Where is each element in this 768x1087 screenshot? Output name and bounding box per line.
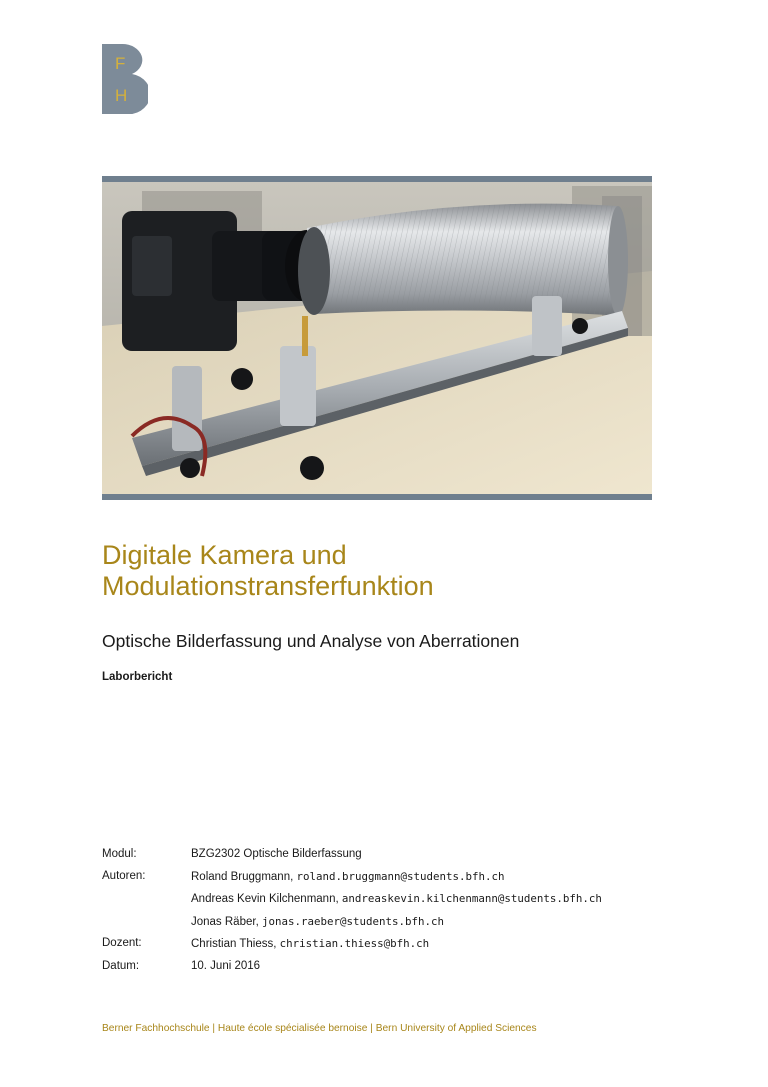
cover-photo	[102, 176, 652, 500]
meta-row-dozent	[102, 933, 602, 956]
meta-row-modul	[102, 844, 602, 866]
author-2	[191, 888, 602, 911]
logo-letter-h: H	[115, 86, 128, 105]
meta-row-datum	[102, 956, 602, 978]
meta-label-datum: Datum:	[102, 959, 140, 972]
dozent-name: Christian Thiess,	[191, 938, 277, 951]
dozent-email[interactable]: christian.thiess@bfh.ch	[279, 937, 430, 951]
meta-row-autoren	[102, 866, 602, 934]
meta-value-modul: BZG2302 Optische Bilderfassung	[191, 848, 362, 860]
author-email[interactable]: jonas.raeber@students.bfh.ch	[261, 914, 444, 928]
author-name: Jonas Räber,	[191, 915, 259, 928]
author-email[interactable]: andreaskevin.kilchenmann@students.bfh.ch	[341, 892, 602, 906]
metadata-table	[102, 844, 602, 978]
author-name: Roland Bruggmann,	[191, 870, 294, 883]
author-3	[191, 911, 602, 934]
title-line-1: Digitale Kamera und	[102, 540, 347, 570]
author-name: Andreas Kevin Kilchenmann,	[191, 893, 339, 906]
author-1	[191, 866, 602, 889]
meta-label-dozent: Dozent:	[102, 937, 142, 950]
document-subtitle: Optische Bilderfassung und Analyse von Aberrationen	[102, 631, 520, 651]
meta-value-datum: 10. Juni 2016	[191, 959, 261, 972]
title-line-2: Modulationstransferfunktion	[102, 571, 434, 601]
document-title	[102, 540, 702, 602]
report-type: Laborbericht	[102, 671, 173, 683]
bfh-logo	[102, 44, 148, 114]
meta-label-autoren: Autoren:	[102, 869, 146, 882]
logo-letter-f: F	[115, 54, 126, 73]
author-email[interactable]: roland.bruggmann@students.bfh.ch	[296, 869, 505, 883]
institution-footer: Berner Fachhochschule | Haute école spécialisée bernoise | Bern University of Applied Sciences	[102, 1023, 537, 1034]
meta-label-modul: Modul:	[102, 848, 137, 860]
